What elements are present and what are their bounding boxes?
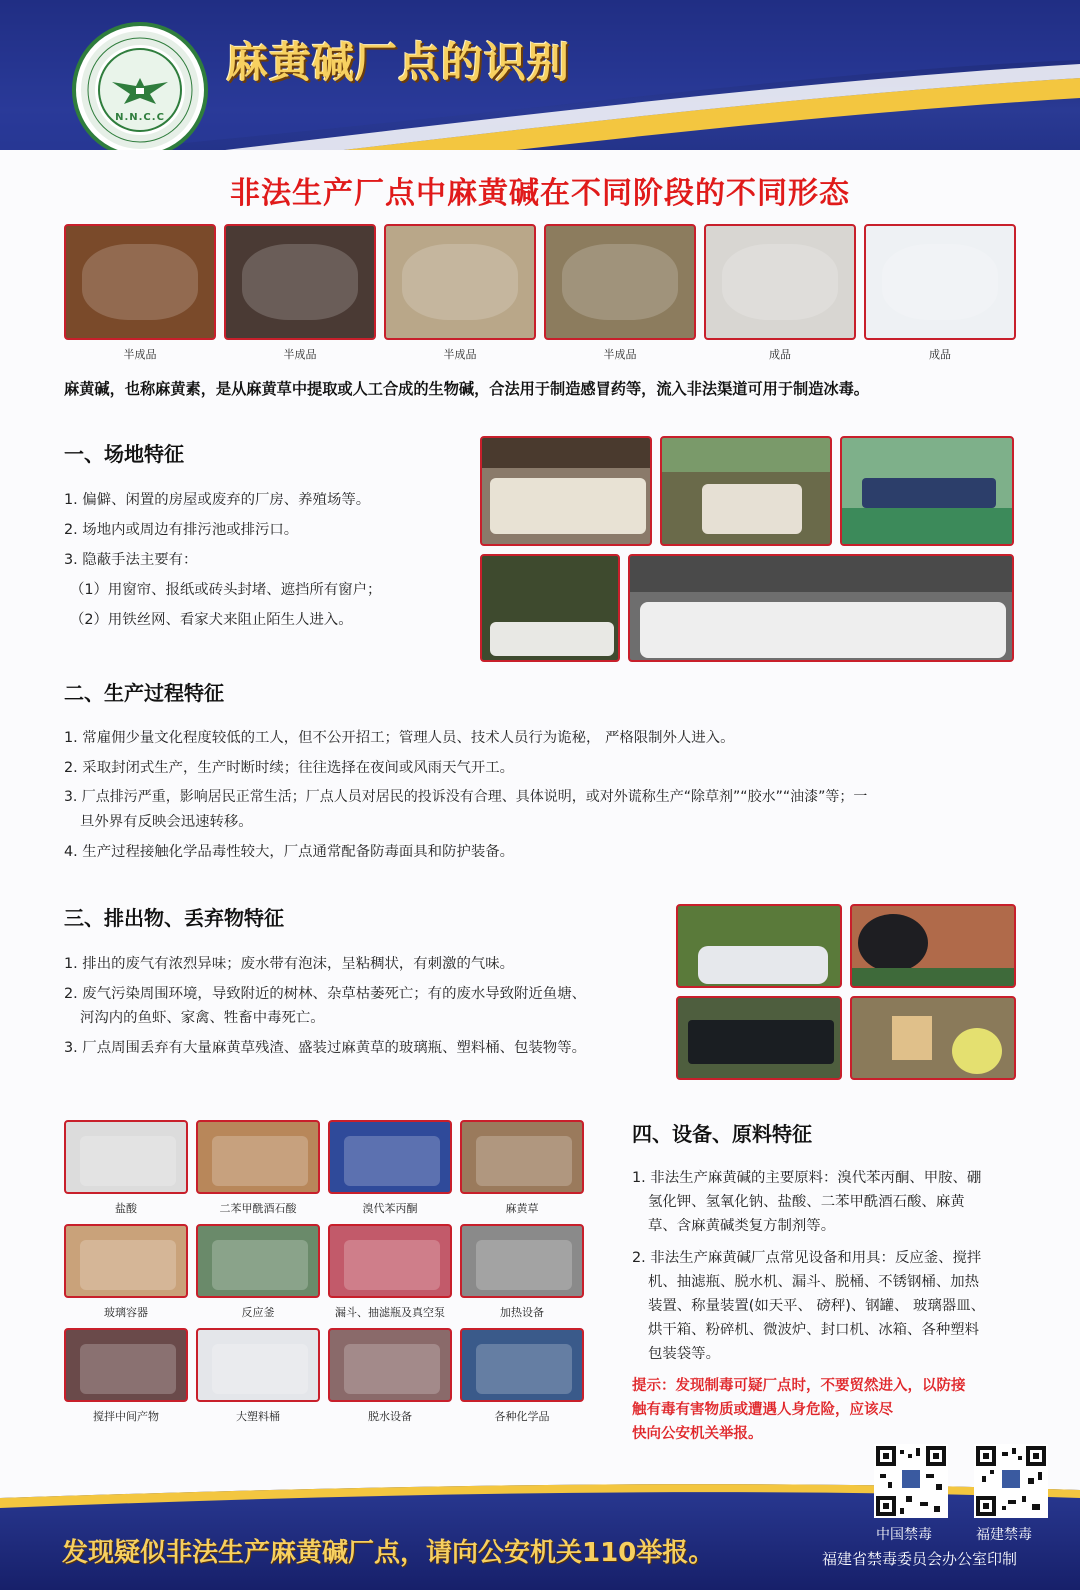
equipment-photo — [64, 1224, 188, 1298]
printer-credit: 福建省禁毒委员会办公室印制 — [822, 1550, 1018, 1568]
eagle-emblem-icon — [110, 74, 170, 108]
site-line: （1）用窗帘、报纸或砖头封堵、遮挡所有窗户； — [70, 582, 382, 598]
equipment-photo — [196, 1120, 320, 1194]
stage-photo — [224, 224, 376, 340]
process-line: 3. 厂点排污严重，影响居民正常生活；厂点人员对居民的投诉没有合理、具体说明，或对外谎称生产“除草剂”“胶水”“油漆”等；一 — [64, 789, 868, 805]
equipment-caption: 大塑料桶 — [236, 1410, 280, 1423]
waste-line: 1. 排出的废气有浓烈异味；废水带有泡沫，呈粘稠状，有刺激的气味。 — [64, 956, 515, 972]
stage-caption: 成品 — [769, 348, 791, 361]
site-line: （2）用铁丝网、看家犬来阻止陌生人进入。 — [70, 612, 353, 628]
equipment-caption: 麻黄草 — [505, 1202, 539, 1215]
waste-photo — [676, 904, 842, 988]
qr-code-icon — [876, 1446, 946, 1516]
stage-caption: 半成品 — [123, 348, 157, 361]
warning-line: 提示：发现制毒可疑厂点时，不要贸然进入，以防接 — [632, 1378, 966, 1394]
equipment-caption: 二苯甲酰酒石酸 — [219, 1202, 297, 1215]
equipment-line: 包装袋等。 — [648, 1346, 720, 1362]
equipment-line: 装置、称量装置(如天平、 磅秤)、钢罐、 玻璃器皿、 — [648, 1298, 985, 1314]
equipment-line: 草、含麻黄碱类复方制剂等。 — [648, 1218, 836, 1234]
site-photo — [660, 436, 832, 546]
equipment-line: 1. 非法生产麻黄碱的主要原料：溴代苯丙酮、甲胺、硼 — [632, 1170, 982, 1186]
equipment-caption: 盐酸 — [115, 1202, 137, 1215]
section-waste-title: 三、排出物、丢弃物特征 — [64, 906, 284, 930]
stage-caption: 成品 — [929, 348, 951, 361]
section-site-title: 一、场地特征 — [64, 442, 184, 466]
site-photo — [628, 554, 1014, 662]
equipment-line: 2. 非法生产麻黄碱厂点常见设备和用具：反应釜、搅拌 — [632, 1250, 982, 1266]
stage-photo — [704, 224, 856, 340]
site-photo — [840, 436, 1014, 546]
qr-caption: 福建禁毒 — [976, 1527, 1032, 1543]
stage-caption: 半成品 — [443, 348, 477, 361]
site-photo — [480, 554, 620, 662]
site-line: 2. 场地内或周边有排污池或排污口。 — [64, 522, 299, 538]
waste-line: 3. 厂点周围丢弃有大量麻黄草残渣、盛装过麻黄草的玻璃瓶、塑料桶、包装物等。 — [64, 1040, 586, 1056]
equipment-photo — [196, 1224, 320, 1298]
process-line: 1. 常雇佣少量文化程度较低的工人，但不公开招工；管理人员、技术人员行为诡秘， 严格限制外人进入。 — [64, 730, 735, 746]
equipment-photo — [196, 1328, 320, 1402]
stage-caption: 半成品 — [283, 348, 317, 361]
equipment-line: 烘干箱、粉碎机、微波炉、封口机、冰箱、各种塑料 — [648, 1322, 979, 1338]
waste-photo — [676, 996, 842, 1080]
intro-text: 麻黄碱，也称麻黄素，是从麻黄草中提取或人工合成的生物碱，合法用于制造感冒药等，流入非法渠道可用于制造冰毒。 — [64, 380, 869, 398]
process-line: 4. 生产过程接触化学品毒性较大，厂点通常配备防毒面具和防护装备。 — [64, 844, 515, 860]
waste-photo — [850, 996, 1016, 1080]
qr-code-china[interactable] — [874, 1444, 948, 1518]
equipment-caption: 脱水设备 — [368, 1410, 412, 1423]
section-equipment-title: 四、设备、原料特征 — [632, 1122, 812, 1146]
waste-line: 2. 废气污染周围环境，导致附近的树林、杂草枯萎死亡；有的废水导致附近鱼塘、 — [64, 986, 586, 1002]
site-line: 1. 偏僻、闲置的房屋或废弃的厂房、养殖场等。 — [64, 492, 371, 508]
equipment-caption: 漏斗、抽滤瓶及真空泵 — [335, 1306, 445, 1319]
equipment-photo — [64, 1120, 188, 1194]
equipment-caption: 反应釜 — [241, 1306, 275, 1319]
stages-heading: 非法生产厂点中麻黄碱在不同阶段的不同形态 — [230, 176, 850, 211]
process-line: 旦外界有反映会迅速转移。 — [80, 814, 253, 830]
equipment-caption: 玻璃容器 — [104, 1306, 148, 1319]
equipment-line: 氢化钾、氢氧化钠、盐酸、二苯甲酰酒石酸、麻黄 — [648, 1194, 965, 1210]
stage-photo — [864, 224, 1016, 340]
equipment-photo — [460, 1328, 584, 1402]
equipment-photo — [460, 1120, 584, 1194]
page-title: 麻黄碱厂点的识别 — [226, 38, 571, 87]
equipment-line: 机、抽滤瓶、脱水机、漏斗、脱桶、不锈钢桶、加热 — [648, 1274, 979, 1290]
waste-photo — [850, 904, 1016, 988]
equipment-photo — [328, 1328, 452, 1402]
warning-line: 快向公安机关举报。 — [632, 1426, 763, 1442]
site-photo — [480, 436, 652, 546]
commission-logo — [72, 22, 208, 158]
equipment-photo — [460, 1224, 584, 1298]
equipment-photo — [328, 1224, 452, 1298]
waste-line: 河沟内的鱼虾、家禽、牲畜中毒死亡。 — [80, 1010, 325, 1026]
warning-line: 触有毒有害物质或遭遇人身危险，应该尽 — [632, 1402, 893, 1418]
qr-code-fujian[interactable] — [974, 1444, 1048, 1518]
equipment-caption: 溴代苯丙酮 — [362, 1202, 418, 1215]
footer-slogan: 发现疑似非法生产麻黄碱厂点，请向公安机关110举报。 — [62, 1538, 715, 1568]
equipment-photo — [64, 1328, 188, 1402]
logo-mark: N.N.C.C — [115, 112, 165, 123]
process-line: 2. 采取封闭式生产，生产时断时续；往往选择在夜间或风雨天气开工。 — [64, 760, 515, 776]
section-process-title: 二、生产过程特征 — [64, 681, 224, 705]
equipment-caption: 各种化学品 — [494, 1410, 550, 1423]
stage-photo — [544, 224, 696, 340]
equipment-caption: 加热设备 — [500, 1306, 544, 1319]
stage-caption: 半成品 — [603, 348, 637, 361]
stage-photo — [64, 224, 216, 340]
equipment-caption: 搅拌中间产物 — [93, 1410, 159, 1423]
qr-caption: 中国禁毒 — [876, 1527, 932, 1543]
qr-code-icon — [976, 1446, 1046, 1516]
stage-photo — [384, 224, 536, 340]
equipment-photo — [328, 1120, 452, 1194]
site-line: 3. 隐蔽手法主要有： — [64, 552, 198, 568]
